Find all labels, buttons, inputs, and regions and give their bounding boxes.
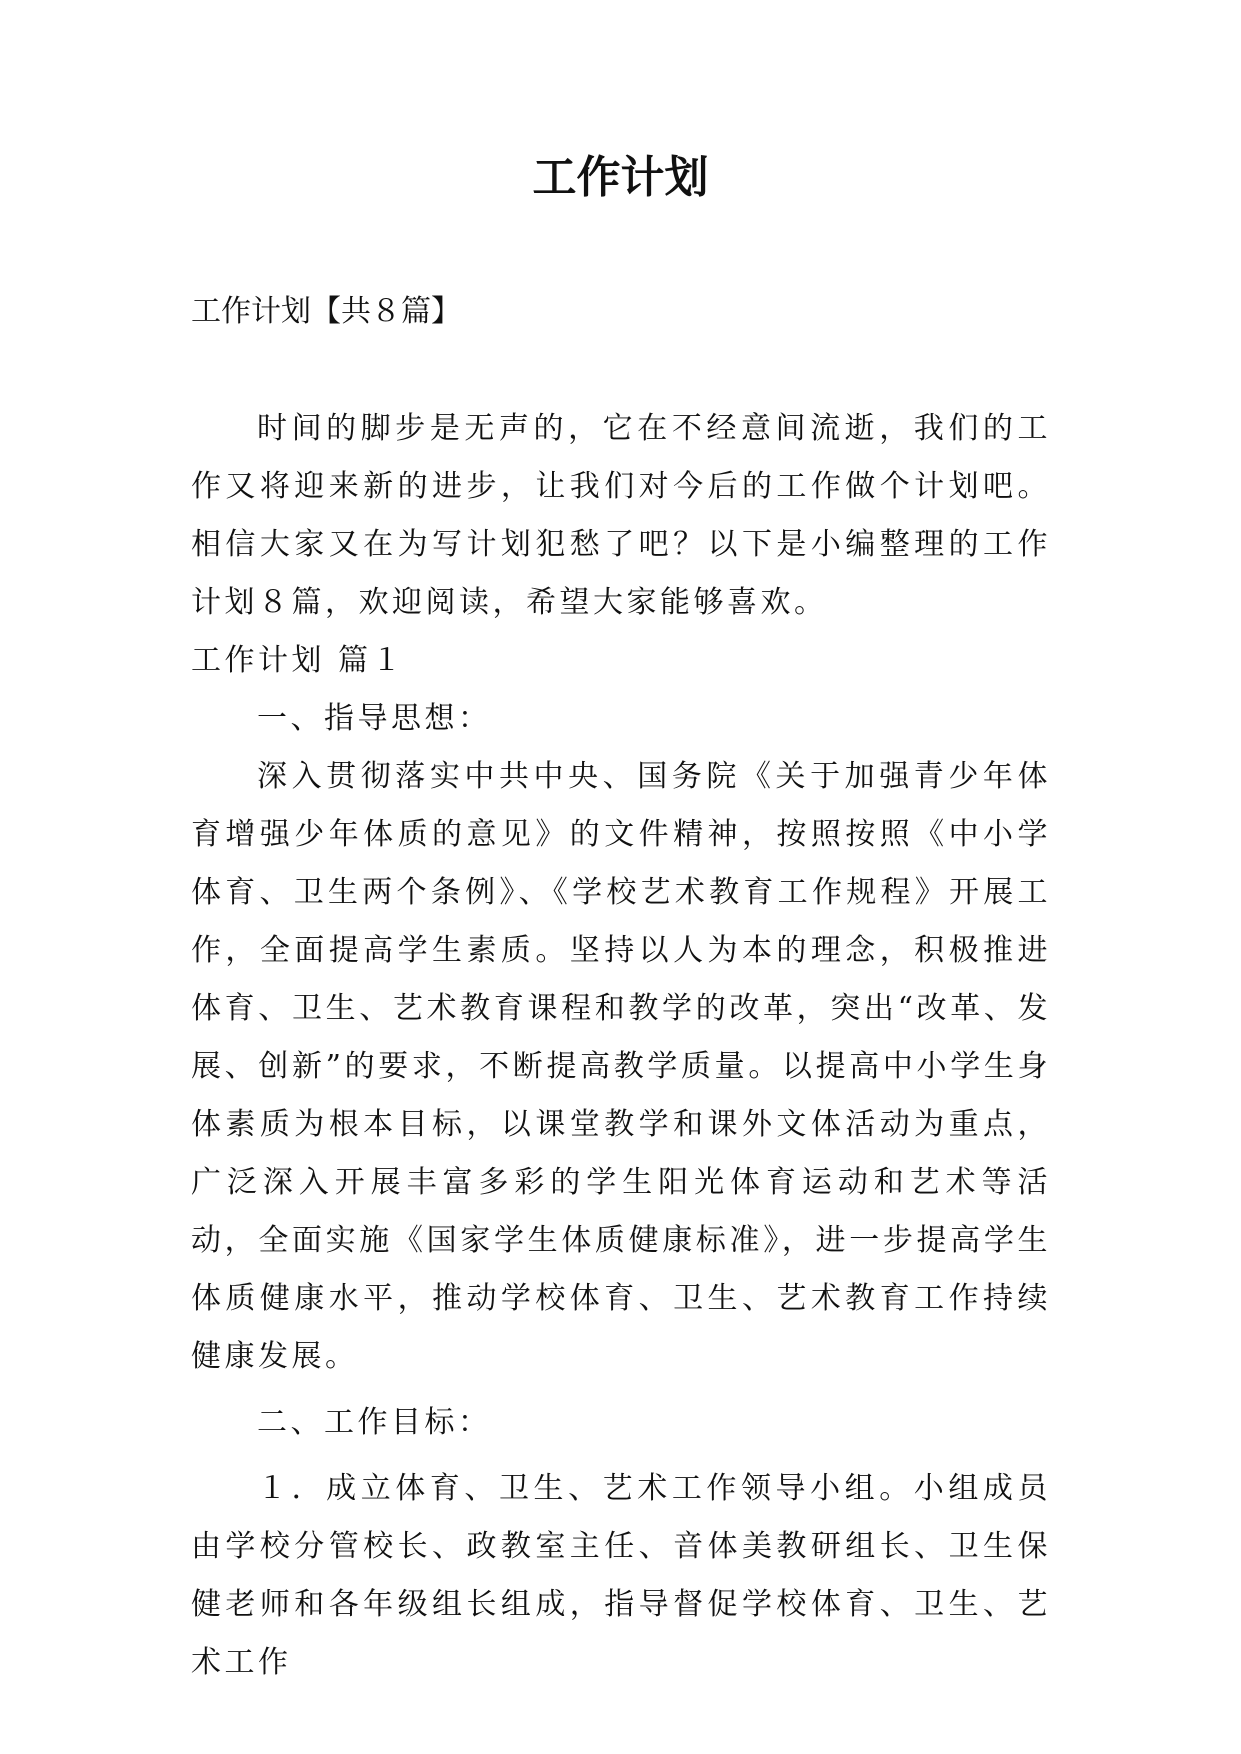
section-heading-guiding-ideology: 一、指导思想：: [257, 701, 492, 736]
document-subtitle: 工作计划【共８篇】: [191, 294, 461, 329]
section-heading-work-goals: 二、工作目标：: [257, 1405, 492, 1440]
document-title: 工作计划: [532, 152, 709, 203]
section-paragraph-guiding-ideology: 深入贯彻落实中共中央、国务院《关于加强青少年体育增强少年体质的意见》的文件精神，按照按照《中小学体育、卫生两个条例》、《学校艺术教育工作规程》开展工作，全面提高学生素质。坚持以人为本的理念，积极推进体育、卫生、艺术教育课程和教学的改革，突出“改革、发展、创新”的要求，不断提高教学质量。以提高中小学生身体素质为根本目标，以课堂教学和课外文体活动为重点，广泛深入开展丰富多彩的学生阳光体育运动和艺术等活动，全面实施《国家学生体质健康标准》，进一步提高学生体质健康水平，推动学校体育、卫生、艺术教育工作持续健康发展。: [191, 759, 1051, 1374]
document-body: [191, 400, 1051, 1692]
article-heading: 工作计划 篇１: [191, 643, 406, 678]
work-goal-item-1: １．成立体育、卫生、艺术工作领导小组。小组成员由学校分管校长、政教室主任、音体美教研组长、卫生保健老师和各年级组长组成，指导督促学校体育、卫生、艺术工作: [191, 1471, 1051, 1680]
intro-paragraph: 时间的脚步是无声的，它在不经意间流逝，我们的工作又将迎来新的进步，让我们对今后的工作做个计划吧。相信大家又在为写计划犯愁了吧？以下是小编整理的工作计划８篇，欢迎阅读，希望大家能够喜欢。: [191, 411, 1051, 620]
